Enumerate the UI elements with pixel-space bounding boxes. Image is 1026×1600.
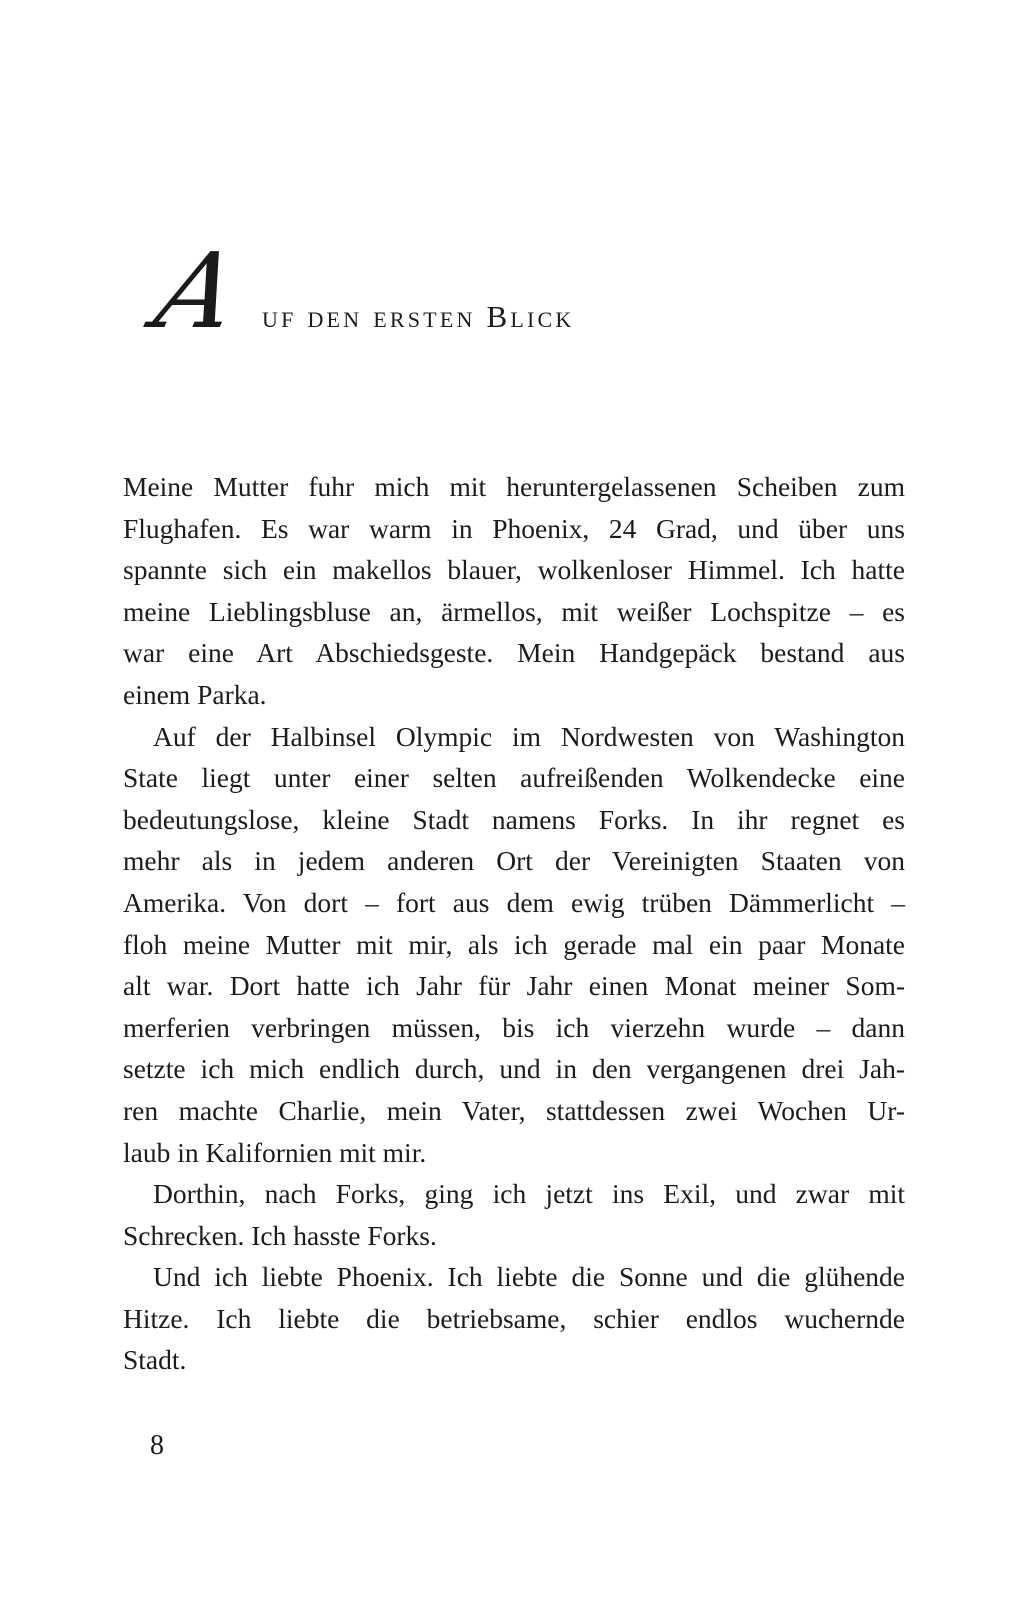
text-line: ren machte Charlie, mein Vater, stattdessen zwei Wochen Ur- [123,1094,905,1126]
text-line: Schrecken. Ich hasste Forks. [123,1219,437,1251]
paragraph [123,1256,905,1381]
text-line: State liegt unter einer selten aufreißenden Wolkendecke eine [123,762,905,794]
text-line: floh meine Mutter mit mir, als ich gerade mal ein paar Monate [123,928,905,960]
text-line: meine Lieblingsbluse an, ärmellos, mit weißer Lochspitze – es [123,595,905,627]
paragraph [123,1173,905,1256]
text-line: Stadt. [123,1344,187,1376]
text-line: bedeutungslose, kleine Stadt namens Forks. In ihr regnet es [123,803,905,835]
text-line: Flughafen. Es war warm in Phoenix, 24 Grad, und über uns [123,512,905,544]
body-text [123,466,905,1381]
page-number: 8 [150,1430,164,1461]
text-line: laub in Kalifornien mit mir. [123,1136,427,1168]
chapter-initial: A [144,230,251,352]
text-line: alt war. Dort hatte ich Jahr für Jahr einen Monat meiner Som- [123,970,905,1002]
text-line: einem Parka. [123,678,267,710]
text-line: Und ich liebte Phoenix. Ich liebte die Sonne und die glühende [153,1261,905,1293]
text-line: spannte sich ein makellos blauer, wolkenloser Himmel. Ich hatte [123,554,905,586]
text-line: Dorthin, nach Forks, ging ich jetzt ins Exil, und zwar mit [153,1178,905,1210]
text-line: Hitze. Ich liebte die betriebsame, schier endlos wuchernde [123,1302,905,1334]
text-line: war eine Art Abschiedsgeste. Mein Handgepäck bestand aus [123,637,905,669]
text-line: Meine Mutter fuhr mich mit heruntergelassenen Scheiben zum [123,471,905,502]
text-line: mehr als in jedem anderen Ort der Vereinigten Staaten von [123,845,905,877]
text-line: Auf der Halbinsel Olympic im Nordwesten von Washington [153,720,905,752]
chapter-heading [144,230,720,352]
text-line: Amerika. Von dort – fort aus dem ewig trüben Dämmerlicht – [123,886,905,918]
chapter-title: uf den ersten Blick [262,299,575,334]
paragraph [123,466,905,716]
text-line: merferien verbringen müssen, bis ich vierzehn wurde – dann [123,1011,905,1043]
paragraph [123,716,905,1174]
text-line: setzte ich mich endlich durch, und in den vergangenen drei Jah- [123,1053,905,1085]
